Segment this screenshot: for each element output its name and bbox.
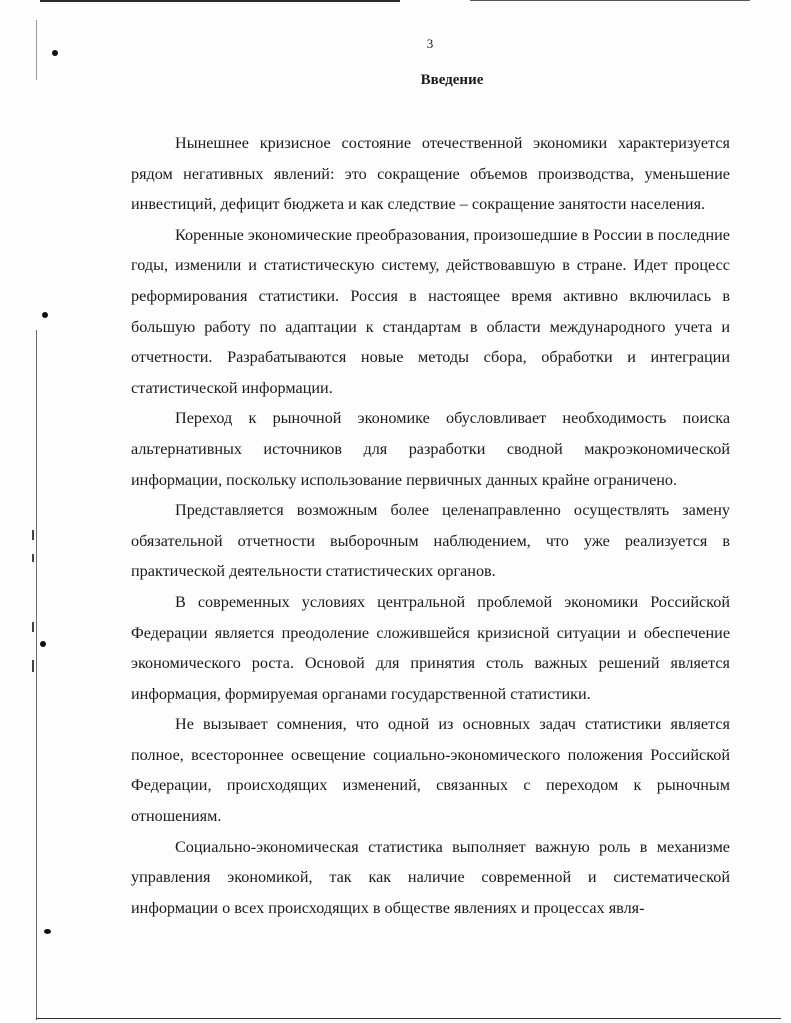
scan-edge-bottom	[36, 1018, 781, 1019]
scan-edge-left	[36, 330, 37, 1020]
paragraph: Нынешнее кризисное состояние отечественной экономики характеризуется рядом негативных явлений: это сокращение объемов производства, уменьшение инвестиций, дефицит бюджета и как следствие – сокращение занятости населения.	[131, 134, 730, 214]
hole-punch-mark	[42, 312, 48, 318]
page-title: Введение	[420, 72, 484, 88]
scan-edge-top	[40, 0, 400, 2]
hole-punch-mark	[44, 929, 51, 934]
hole-punch-mark	[40, 641, 46, 647]
scan-artifact-tick	[32, 660, 34, 672]
scan-edge-top-right	[470, 0, 750, 1]
scan-artifact-tick	[32, 554, 34, 562]
scan-artifact-tick	[32, 530, 34, 540]
scan-artifact-tick	[32, 622, 34, 632]
paragraph: Переход к рыночной экономике обусловливает необходимость поиска альтернативных источников для разработки сводной макроэкономической информации, поскольку использование первичных данных крайне ограничено.	[131, 409, 730, 489]
document-body	[131, 128, 730, 923]
paragraph: Представляется возможным более целенаправленно осуществлять замену обязательной отчетности выборочным наблюдением, что уже реализуется в практической деятельности статистических органов.	[131, 501, 730, 581]
page-number: 3	[426, 36, 434, 51]
paragraph: В современных условиях центральной проблемой экономики Российской Федерации является преодоление сложившейся кризисной ситуации и обеспечение экономического роста. Основой для принятия столь важных решений является информация, формируемая органами государственной статистики.	[131, 592, 730, 703]
paragraph: Коренные экономические преобразования, произошедшие в России в последние годы, изменили и статистическую систему, действовавшую в стране. Идет процесс реформирования статистики. Россия в настоящее время активно включилась в большую работу по адаптации к стандартам в области международного учета и отчетности. Разрабатываются новые методы сбора, обработки и интеграции статистической информации.	[131, 225, 730, 397]
paragraph: Социально-экономическая статистика выполняет важную роль в механизме управления экономикой, так как наличие современной и систематической информации о всех происходящих в обществе явлениях и процессах явля-	[131, 837, 730, 917]
paragraph: Не вызывает сомнения, что одной из основных задач статистики является полное, всестороннее освещение социально-экономического положения Российской Федерации, происходящих изменений, связанных с переходом к рыночным отношениям.	[131, 715, 730, 826]
